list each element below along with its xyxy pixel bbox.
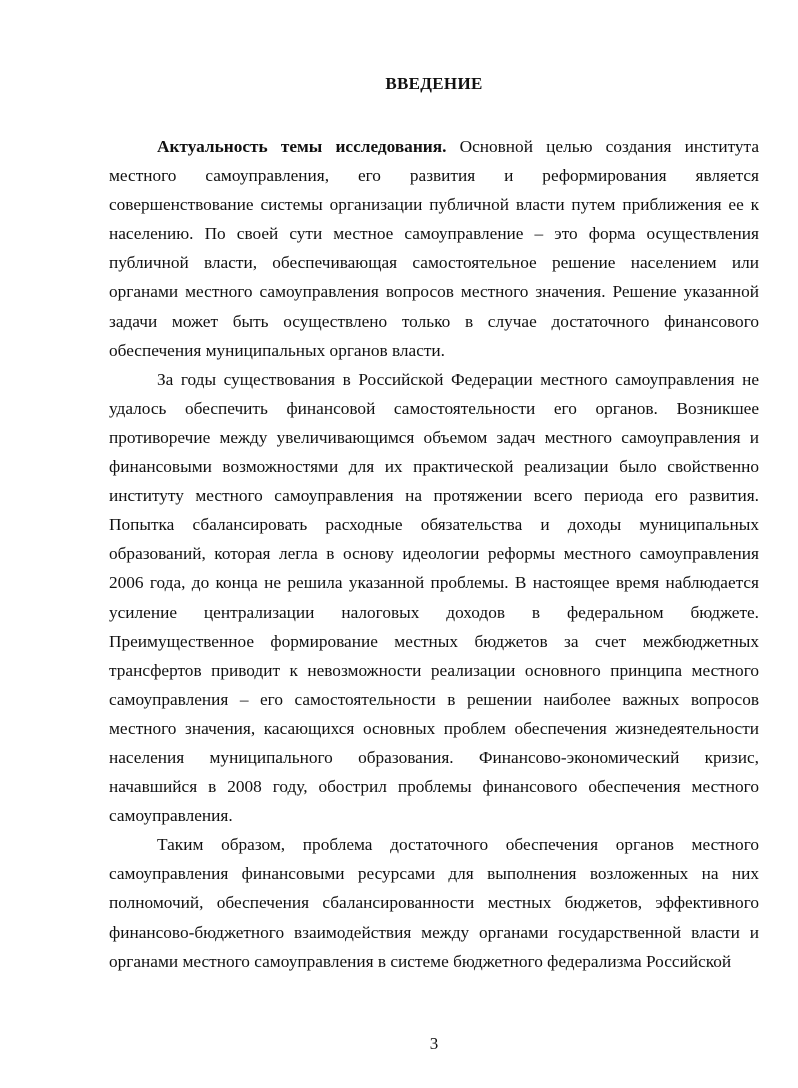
paragraph-relevance <box>109 132 759 365</box>
body-text <box>109 132 759 976</box>
page-number: 3 <box>429 1034 439 1053</box>
section-heading: ВВЕДЕНИЕ <box>385 74 483 93</box>
paragraph-conclusion: Таким образом, проблема достаточного обеспечения органов местного самоуправления финансовыми ресурсами для выполнения возложенных на них полномочий, обеспечения сбалансированности местных бюджетов, эффективного финансово-бюджетного взаимодействия между органами государственной власти и органами местного самоуправления в системе бюджетного федерализма Российской <box>109 835 759 971</box>
paragraph-text: Основной целью создания института местного самоуправления, его развития и реформирования является совершенствование системы организации публичной власти путем приближения ее к населению. По своей сути местное самоуправление – это форма осуществления публичной власти, обеспечивающая самостоятельное решение населением или органами местного самоуправления вопросов местного значения. Решение указанной задачи может быть осуществлено только в случае достаточного финансового обеспечения муниципальных органов власти. <box>109 137 759 360</box>
paragraph-history: За годы существования в Российской Федерации местного самоуправления не удалось обеспечить финансовой самостоятельности его органов. Возникшее противоречие между увеличивающимся объемом задач местного самоуправления и финансовыми возможностями для их практической реализации было свойственно институту местного самоуправления на протяжении всего периода его развития. Попытка сбалансировать расходные обязательства и доходы муниципальных образований, которая легла в основу идеологии реформы местного самоуправления 2006 года, до конца не решила указанной проблемы. В настоящее время наблюдается усиление централизации налоговых доходов в федеральном бюджете. Преимущественное формирование местных бюджетов за счет межбюджетных трансфертов приводит к невозможности реализации основного принципа местного самоуправления – его самостоятельности в решении наиболее важных вопросов местного значения, касающихся основных проблем обеспечения жизнедеятельности населения муниципального образования. Финансово-экономический кризис, начавшийся в 2008 году, обострил проблемы финансового обеспечения местного самоуправления. <box>109 369 759 826</box>
paragraph-lead: Актуальность темы исследования. <box>157 137 447 156</box>
